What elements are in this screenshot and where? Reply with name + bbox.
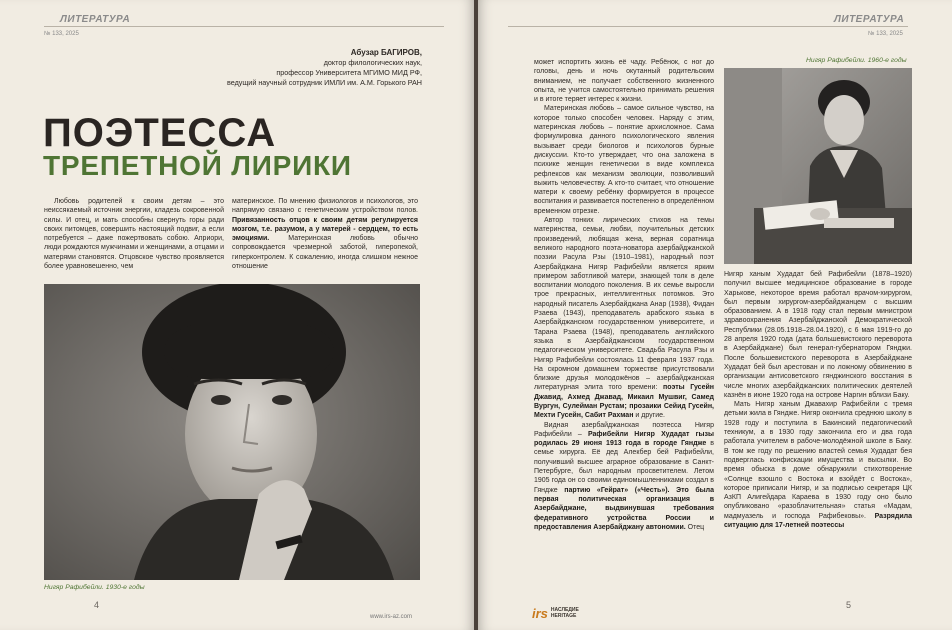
left-column-2 (232, 197, 418, 273)
author-block (196, 48, 422, 88)
logo-subtitle (551, 608, 579, 619)
left-page (0, 0, 474, 630)
bold-text: поэты Гусейн Джавид, Ахмед Джавад, Микаил Мушвиг, Самед Вургун, Сулейман Рустам; прозаики Сейид Гусейн, Мехти Гусейн, Сабит Рахман (534, 384, 714, 420)
text-span: и другие. (635, 412, 665, 420)
header-rule-left (44, 26, 444, 27)
portrait-photo-1960s (724, 68, 912, 264)
author-affiliation: ведущий научный сотрудник ИМЛИ им. А.М. Горького РАН (227, 78, 422, 87)
paragraph: Нигяр ханым Худадат бей Рафибейли (1878–1920) получил высшее медицинское образование в городе Харькове, некоторое время работал врачом-хирургом, был первым хирургом-азербайджанцем с высшим образованием. А в 1918 году стал первым министром здравоохранения Азербайджанской Демократической Республики (28.05.1918–28.04.1920), с 6 мая 1919-го до 28 апреля 1920 года (дата большевистского переворота в Азербайджане) был генерал-губернатором Гянджи. После большевистского переворота в Азербайджане Худадат бей был арестован и по ложному обвинению в организации антисоветского гянджинского восстания в числе многих азербайджанских политических деятелей казнён в июне 1920 года на острове Наргин вблизи Баку. (724, 271, 912, 399)
portrait-image (724, 68, 912, 264)
text-span: Видная азербайджанская поэтесса Нигяр Рафибейли – (534, 421, 714, 438)
author-degree: доктор филологических наук, (323, 58, 422, 67)
bold-text: партию «Гейрат» («Честь»). Это была первая политическая организация в Азербайджане, выдвинувшая требования федеративного устройства России и предоставления Азербайджану автономии. (534, 486, 714, 531)
section-label-right: ЛИТЕРАТУРА (834, 14, 905, 25)
author-name: Абузар БАГИРОВ, (350, 48, 422, 57)
paragraph (534, 421, 714, 533)
middle-column (534, 58, 714, 598)
article-title-line1: ПОЭТЕССА (43, 111, 277, 155)
section-label-left: ЛИТЕРАТУРА (60, 14, 131, 25)
page-number-left: 4 (94, 600, 100, 610)
paragraph: может испортить жизнь её чаду. Ребёнок, с ног до головы, день и ночь окутанный родительским вниманием, не получает собственного жизненного опыта, не учится самостоятельно принимать решения и в итоге теряет интерес к жизни. (534, 59, 714, 104)
logo-mark: irs (532, 606, 548, 621)
paragraph (534, 216, 714, 421)
logo-sub-line2: HERITAGE (550, 612, 577, 619)
article-title-line2: ТРЕПЕТНОЙ ЛИРИКИ (43, 150, 352, 181)
text-span: Мать Нигяр ханым Джавахир Рафибейли с тремя детьми жила в Гяндже. Нигяр окончила среднюю школу в 1928 году и поступила в Бакинский педагогический техникум, а в 1930 году закончила его и два года работала учителем в рабоче-молодёжной школе в Баку. В том же году по решению властей семья Худадат бея подверглась конфискации имущества и высылки. Во время обыска в доме обнаружили стихотворение «Солнце взошло с Востока и взойдёт с Востока», которое приписали Нигяр, и за подписью секретаря ЦК АзКП Алигейдара Караева в 1930 году оно было опубликовано «разоблачительная» статья «Мадам, мадмуазель и господа Рафибековы». (724, 401, 912, 520)
bold-text: Разрядила ситуацию для 17-летней поэтессы (724, 512, 912, 530)
bold-text: Привязанность отцов к своим детям регулируется мозгом, т.е. разумом, а у матерей - сердцем, то есть эмоциями. (232, 216, 418, 243)
author-position: профессор Университета МГИМО МИД РФ, (276, 68, 422, 77)
left-column-1 (44, 197, 224, 273)
right-page (478, 0, 952, 630)
issue-number-left: № 133, 2025 (44, 31, 79, 37)
bold-text: Рафибейли Нигяр Худадат гызы родилась 29 июня 1913 года в городе Гяндже (534, 430, 714, 448)
text-span: Отец (687, 523, 705, 531)
header-rule-right (508, 26, 908, 27)
paragraph: Любовь родителей к своим детям – это неиссякаемый источник энергии, кладезь сокровенной силы. И отец, и мать способны свернуть горы ради своих питомцев, совершить настоящий подвиг, а если потребуется – даже пожертвовать собою. Априори, люди рождаются мужчинами и женщинами, а отцами и матерями становятся. Отцовское чувство проявляется более уравновешенно, чем (44, 198, 224, 271)
paragraph (232, 197, 418, 271)
text-span: материнское. По мнению физиологов и психологов, это напрямую связано с генетическим устройством полов. (232, 198, 418, 215)
logo-sub-line1: НАСЛЕДИЕ (550, 607, 579, 613)
issue-number-right: № 133, 2025 (868, 31, 903, 37)
paragraph: Материнская любовь – самое сильное чувство, на которое только способен человек. Наряду с этим, материнская любовь – понятие архисложное. Сама формулировка данного психологического явления вызывает среди биологов и психологов бурные дискуссии. Кто-то утверждает, что она заложена в психике женщин генетически в виде комплекса рефлексов как механизм эволюции, позволивший выжить человечеству. А кто-то считает, что отношение матери к своему ребёнку формируется в процессе воспитания и развивается постепенно в определённом временном отрезке. (534, 105, 714, 215)
portrait-image (44, 284, 420, 580)
paragraph (724, 400, 912, 530)
right-column (724, 270, 912, 600)
photo-caption-right: Нигяр Рафибейли. 1960-е годы (806, 57, 907, 64)
portrait-photo-1930s (44, 284, 420, 580)
page-number-right: 5 (846, 600, 852, 610)
text-span: в семье хирурга. Её дед Алекбер бей Рафибейли, получивший высшее аграрное образование в Санкт-Петербурге, был народным просветителем. Летом 1905 года он со своими единомышленниками создал в Гяндже (534, 440, 714, 494)
photo-caption-left: Нигяр Рафибейли. 1930-е годы (44, 584, 145, 591)
website-url: www.irs-az.com (370, 614, 413, 620)
text-span: Автор тонких лирических стихов на темы материнства, семьи, любви, поучительных детских произведений, любящая жена, верная соратница великого народного поэта-новатора азербайджанской поэзии Расула Рзы (1910–1981), народный поэт Азербайджана Нигяр Рафибейли является ярким примером заботливой матери, знающей толк в деле воспитании молодого поколения. В их семье выросли трое прекрасных, интеллигентных потомков. Это народный писатель Азербайджана Анар (1938), Фидан Рзаева (1943), преподаватель арабского языка в Азербайджанском государственном университете, и Тарана Рзаева (1948), преподаватель английского языка в Азербайджанском государственном педагогическом университете. Свадьба Расула Рзы и Нигяр Рафибейли состоялась 11 февраля 1937 года. На скромном домашнем торжестве присутствовали близкие друзья молодожёнов – азербайджанская литературная элита того времени: (534, 217, 714, 392)
irs-logo (532, 606, 579, 621)
text-span: Материнская любовь обычно сопровождается чрезмерной заботой, гиперопекой, гиперконтролем. К сожалению, иногда слишком нежное отношение (232, 235, 418, 271)
